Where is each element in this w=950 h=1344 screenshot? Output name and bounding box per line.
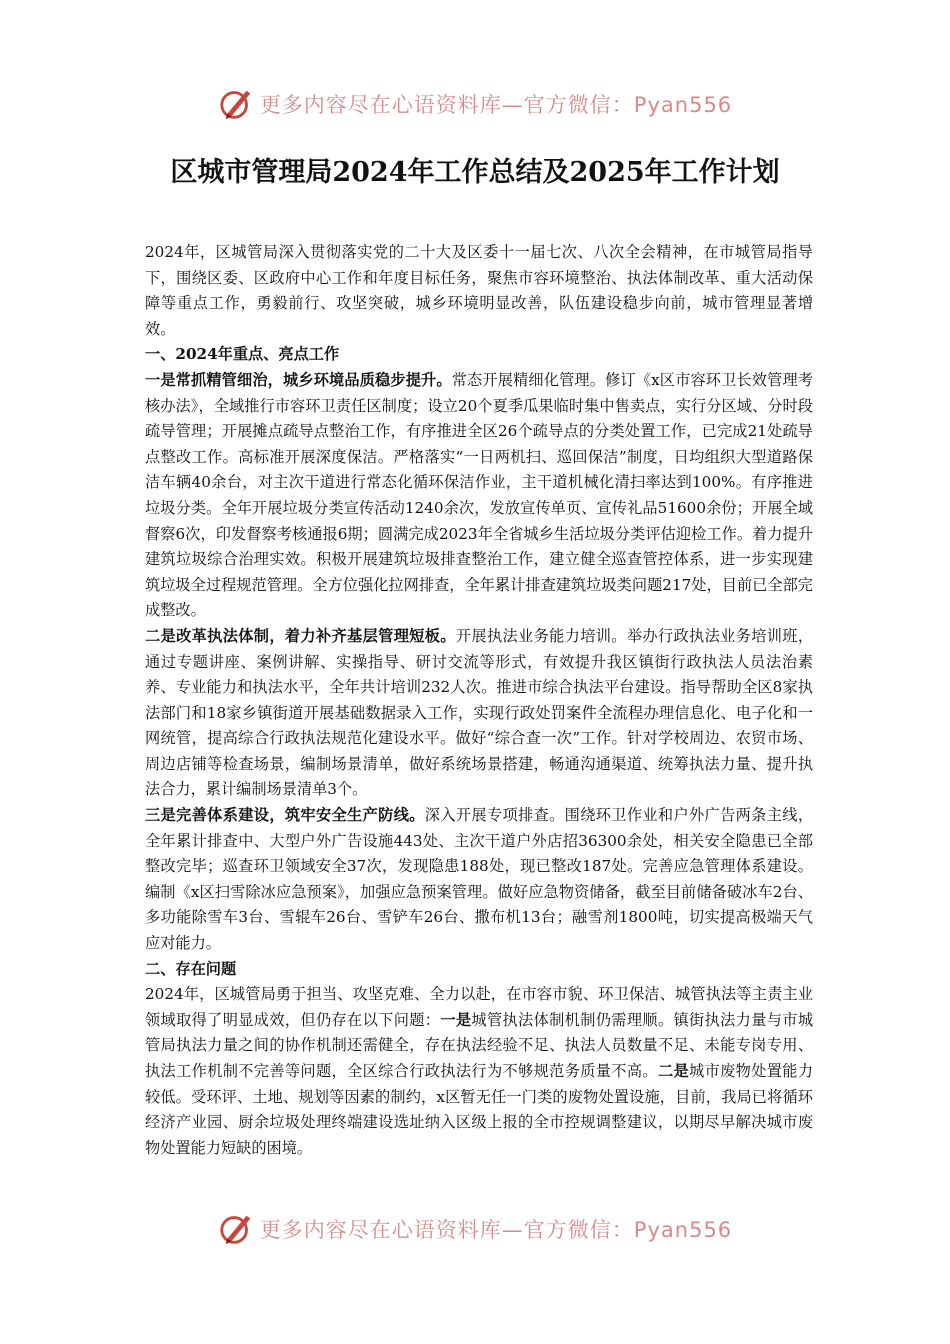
paragraph-text: 2024年，区城管局勇于担当、攻坚克难、全力以赴，在市容市貌、环卫保洁、城管执法等主责主业领域取得了明显成效，但仍存在以下问题： (145, 985, 813, 1029)
document-title: 区城市管理局2024年工作总结及2025年工作计划 (170, 157, 780, 188)
paragraph-lead: 二是改革执法体制，着力补齐基层管理短板。 (145, 626, 456, 645)
section-heading-problems: 二、存在问题 (145, 959, 237, 978)
paragraph-lead: 一是 (440, 1010, 472, 1029)
header-watermark-banner (0, 82, 950, 126)
paragraph-text: 城管执法体制机制仍需理顺。镇街执法力量与市城管局执法力量之间的协作机制还需健全，存在执法经验不足、执法人员数量不足、未能专岗专用、执法工作机制不完善等问题，全区综合行政执法行为不够规范务质量不高。 (145, 1010, 814, 1080)
banner-text: 更多内容尽在心语资料库—官方微信：Pyan556 (259, 93, 733, 117)
banner-text: 更多内容尽在心语资料库—官方微信：Pyan556 (259, 1218, 733, 1242)
paragraph-law-enforcement (145, 624, 813, 803)
paragraph-safety (145, 803, 813, 957)
paragraph-text: 常态开展精细化管理。修订《x区市容环卫长效管理考核办法》，全域推行市容环卫责任区制度；设立20个夏季瓜果临时集中售卖点，实行分区域、分时段疏导管理；开展摊点疏导点整治工作，有序推进全区26个疏导点的分类处置工作，已完成21处疏导点整改工作。高标准开展深度保洁。严格落实“一日两机扫、巡回保洁”制度，日均组织大型道路保洁车辆40余台，对主次干道进行常态化循环保洁作业，主干道机械化清扫率达到100%。有序推进垃圾分类。全年开展垃圾分类宣传活动1240余次，发放宣传单页、宣传礼品51600余份；开展全域督察6次，印发督察考核通报6期；圆满完成2023年全省城乡生活垃圾分类评估迎检工作。着力提升建筑垃圾综合治理实效。积极开展建筑垃圾排查整治工作，建立健全巡查管控体系，进一步实现建筑垃圾全过程规范管理。全方位强化拉网排查，全年累计排查建筑垃圾类问题217处，目前已全部完成整改。 (145, 370, 813, 620)
footer-watermark-banner (0, 1207, 950, 1251)
pen-logo-icon (218, 1210, 256, 1248)
paragraph-text: 开展执法业务能力培训。举办行政执法业务培训班，通过专题讲座、案例讲解、实操指导、研讨交流等形式，有效提升我区镇街行政执法人员法治素养、专业能力和执法水平，全年共计培训232人次。推进市综合执法平台建设。指导帮助全区8家执法部门和18家乡镇街道开展基础数据录入工作，实现行政处罚案件全流程办理信息化、电子化和一网统管，提高综合行政执法规范化建设水平。做好“综合查一次”工作。针对学校周边、农贸市场、周边店铺等检查场景，编制场景清单，做好系统场景搭建，畅通沟通渠道、统筹执法力量、提升执法合力，累计编制场景清单3个。 (145, 626, 814, 799)
paragraph-lead: 一是常抓精管细治，城乡环境品质稳步提升。 (145, 370, 452, 389)
paragraph-text: 深入开展专项排查。围绕环卫作业和户外广告两条主线，全年累计排查中、大型户外广告设施443处、主次干道户外店招36300余处，相关安全隐患已全部整改完毕；巡查环卫领域安全37次，发现隐患188处，现已整改187处。完善应急管理体系建设。编制《x区扫雪除冰应急预案》，加强应急预案管理。做好应急物资储备，截至目前储备破冰车2台、多功能除雪车3台、雪辊车26台、雪铲车26台、撒布机13台；融雪剂1800吨，切实提高极端天气应对能力。 (145, 806, 814, 953)
intro-paragraph: 2024年，区城管局深入贯彻落实党的二十大及区委十一届七次、八次全会精神，在市城管局指导下，围绕区委、区政府中心工作和年度目标任务，聚焦市容环境整治、执法体制改革、重大活动保障等重点工作，勇毅前行、攻坚突破，城乡环境明显改善，队伍建设稳步向前，城市管理显著增效。 (145, 243, 813, 338)
paragraph-text: 城市废物处置能力较低。受环评、土地、规划等因素的制约，x区暂无任一门类的废物处置设施，目前，我局已将循环经济产业园、厨余垃圾处理终端建设选址纳入区级上报的全市控规调整建议，以期尽早解决城市废物处置能力短缺的困境。 (145, 1062, 814, 1157)
document-body (145, 240, 813, 1161)
paragraph-environment (145, 368, 813, 624)
section-heading-highlights: 一、2024年重点、亮点工作 (145, 345, 340, 364)
pen-logo-icon (218, 85, 256, 123)
paragraph-lead: 二是 (657, 1062, 690, 1080)
paragraph-problems (145, 982, 813, 1161)
paragraph-lead: 三是完善体系建设，筑牢安全生产防线。 (145, 806, 425, 825)
